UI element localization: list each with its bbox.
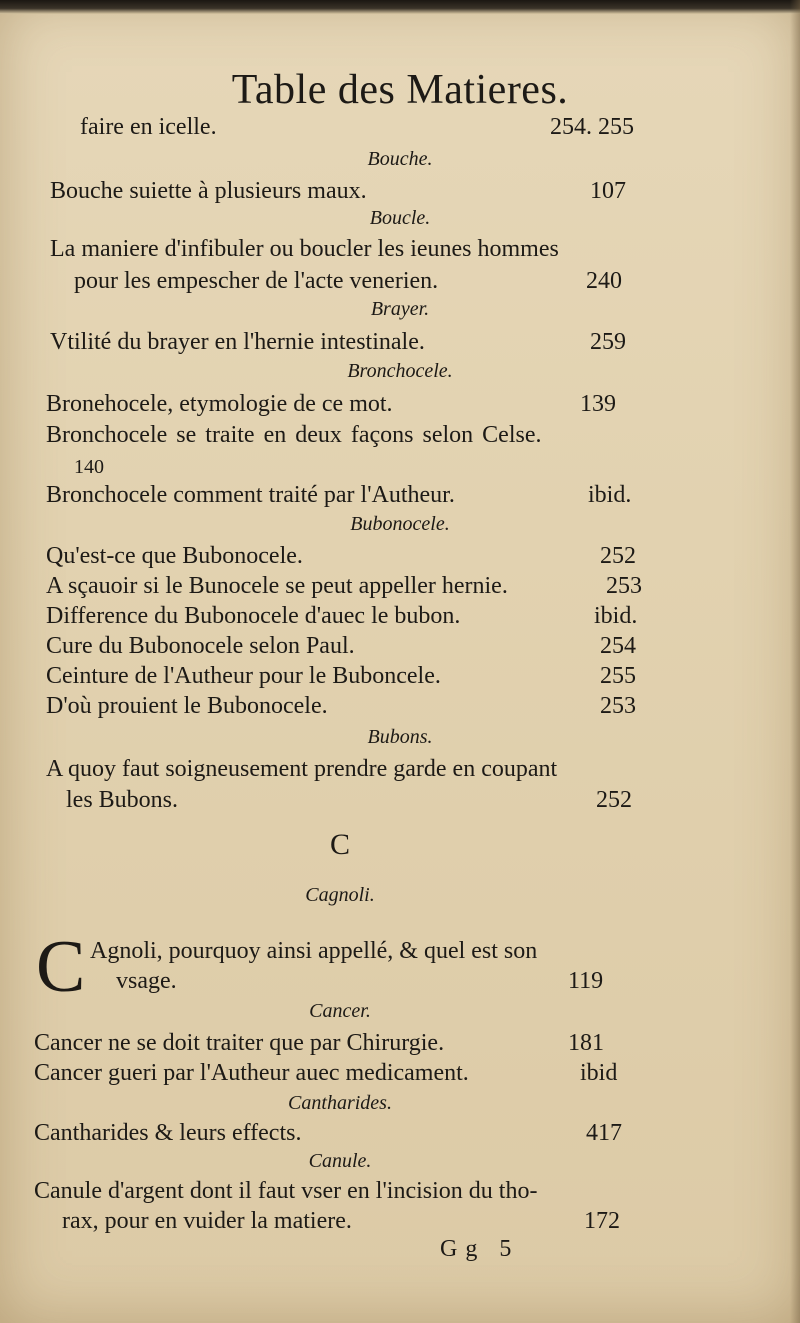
page-ref: 119	[568, 968, 604, 994]
signature-mark: Gg 5	[440, 1236, 520, 1262]
section-heading: Cagnoli.	[305, 884, 375, 906]
page-ref: ibid.	[594, 603, 638, 629]
page-ref: 107	[590, 178, 626, 204]
page-ref: ibid	[580, 1060, 618, 1086]
page-ref: 172	[584, 1208, 620, 1234]
section-heading: Brayer.	[370, 298, 430, 320]
page-ref: 417	[586, 1120, 622, 1146]
page-top-edge	[0, 0, 800, 14]
book-page: Table des Matieres. faire en icelle. 254. 255 Bouche. Bouche suiette à plusieurs maux. 107 Boucle. La maniere d'infibuler ou boucler les ieunes hommes pour les empescher de l'acte venerien. 240 Brayer. Vtilité du brayer en l'hernie intestinale. 259 Bronchocele. Bronehocele, etymologie de ce mot. 139 Bronchocele se traite en deux façons selon Celse. 140 Bronchocele comment traité par l'Autheur. ibid. Bubonocele. Qu'est-ce que Bubonocele. 252 A sçauoir si le Bunocele se peut appeller hernie. 253 Difference du Bubonocele d'auec le bubon. ibid. Cure du Bubonocele selon Paul. 254 Ceinture de l'Autheur pour le Buboncele. 255 D'où prouient le Bubonocele. 253 Bubons. A quoy faut soigneusement prendre garde en coupant les Bubons. 252 C Cagnoli. C Agnoli, pourquoy ainsi appellé, & quel est son vsage. 119 Cancer. Cancer ne se doit traiter que par Chirurgie. 181 Cancer gueri par l'Autheur auec medicament. ibid Cantharides. Cantharides & leurs effects. 417 Canule. Canule d'argent dont il faut vser en l'incision du tho- rax, pour en vuider la matiere. 172 Gg 5	[0, 0, 800, 1323]
section-heading: Cancer.	[309, 1000, 371, 1022]
section-heading: Bronchocele.	[347, 360, 453, 382]
page-ref: 254	[600, 633, 636, 659]
page-ref: 240	[586, 268, 622, 294]
section-heading: Bouche.	[367, 148, 433, 170]
letter-heading: C	[329, 828, 350, 861]
section-heading: Cantharides.	[288, 1092, 392, 1114]
page-ref: ibid.	[588, 482, 632, 508]
drop-cap: C	[36, 926, 86, 1008]
section-heading: Bubonocele.	[350, 513, 450, 535]
section-heading: Canule.	[308, 1150, 372, 1172]
section-heading: Bubons.	[367, 726, 433, 748]
page-ref: 255	[600, 663, 636, 689]
section-heading: Boucle.	[369, 207, 431, 229]
page-ref: 139	[580, 391, 616, 417]
page-ref: 252	[596, 787, 632, 813]
page-ref: 252	[600, 543, 636, 569]
page-ref: 253	[606, 573, 642, 599]
page-right-edge	[790, 0, 800, 1323]
page-ref: 254. 255	[550, 114, 634, 140]
page-ref: 253	[600, 693, 636, 719]
page-title: Table des Matieres.	[231, 67, 569, 113]
page-ref: 181	[568, 1030, 604, 1056]
page-ref: 259	[590, 329, 626, 355]
